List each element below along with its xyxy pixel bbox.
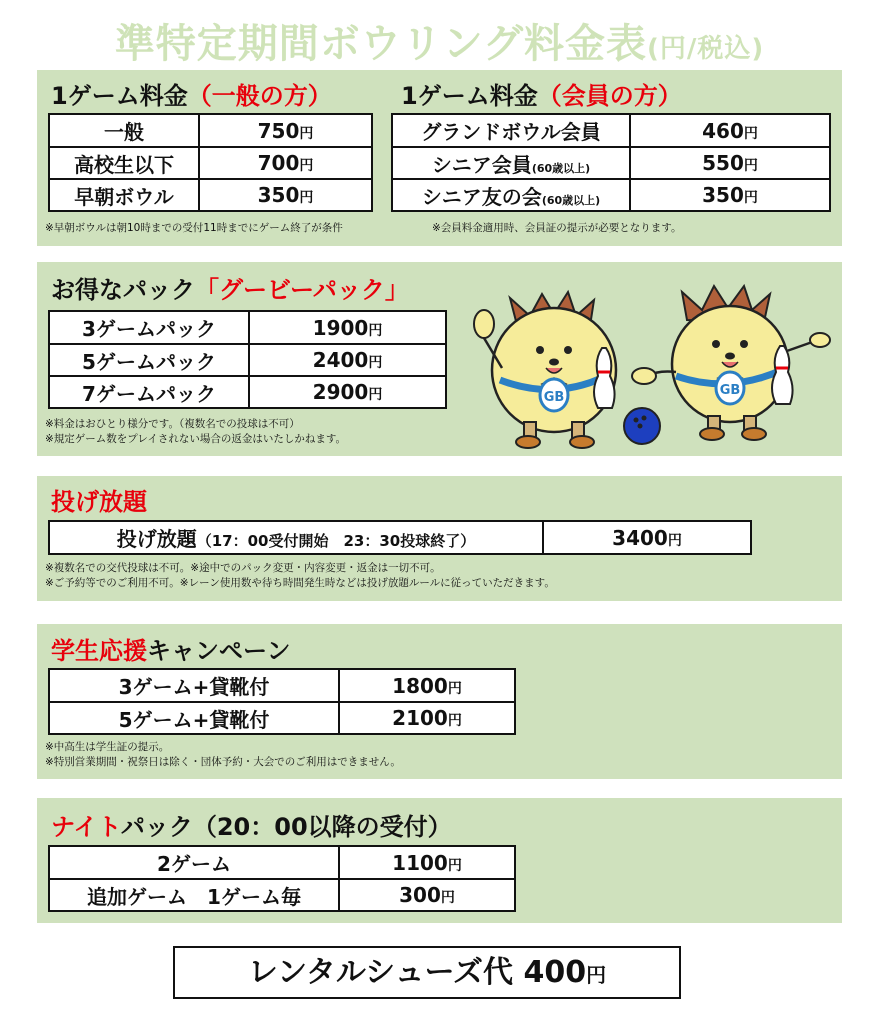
table-row (49, 702, 515, 734)
pack-heading: お得なパック「グービーパック」 (51, 276, 409, 304)
table-row (49, 376, 446, 408)
nagehodai-panel (37, 476, 842, 601)
general-price-table (48, 113, 373, 212)
price-label: 5ゲームパック (49, 344, 249, 376)
price-label: 高校生以下 (49, 147, 199, 179)
pack-note: ※規定ゲーム数をプレイされない場合の返金はいたしかねます。 (45, 433, 347, 445)
table-row (392, 114, 830, 147)
price-label: 投げ放題（17：00受付開始 23：30投球終了） (49, 521, 543, 554)
mascot-pointing-icon (632, 286, 830, 440)
member-heading: 1ゲーム料金（会員の方） (401, 82, 682, 110)
night-price-table (48, 845, 516, 912)
price-label: 追加ゲーム 1ゲーム毎 (49, 879, 339, 911)
nagehodai-price-table (48, 520, 752, 555)
student-price-table (48, 668, 516, 735)
page-title (0, 12, 879, 69)
general-heading: 1ゲーム料金（一般の方） (51, 82, 332, 110)
price-value: 300円 (339, 879, 515, 911)
price-label: グランドボウル会員 (392, 114, 630, 147)
student-panel (37, 624, 842, 779)
pack-price-table (48, 310, 447, 409)
price-label: シニア会員(60歳以上) (392, 147, 630, 179)
table-row (49, 179, 372, 211)
price-value: 2400円 (249, 344, 446, 376)
mascot-badge-text: GB (719, 383, 741, 398)
price-label: 一般 (49, 114, 199, 147)
table-row (49, 114, 372, 147)
price-label: 早朝ボウル (49, 179, 199, 211)
price-value: 1100円 (339, 846, 515, 879)
price-value: 2900円 (249, 376, 446, 408)
table-row (49, 846, 515, 879)
nagehodai-note: ※複数名での交代投球は不可。※途中でのパック変更・内容変更・返金は一切不可。 (45, 562, 441, 574)
price-value: 700円 (199, 147, 372, 179)
price-value: 350円 (199, 179, 372, 211)
price-value: 350円 (630, 179, 830, 211)
price-label: 3ゲーム+貸靴付 (49, 669, 339, 702)
member-price-table (391, 113, 831, 212)
student-note: ※中高生は学生証の提示。 (45, 741, 170, 753)
price-label: シニア友の会(60歳以上) (392, 179, 630, 211)
page-title-sub: (円/税込) (646, 34, 765, 64)
price-value: 3400円 (543, 521, 751, 554)
price-value: 750円 (199, 114, 372, 147)
price-value: 1800円 (339, 669, 515, 702)
table-row (49, 521, 751, 554)
nagehodai-heading: 投げ放題 (51, 488, 147, 516)
price-value: 460円 (630, 114, 830, 147)
table-row (49, 669, 515, 702)
table-row (392, 147, 830, 179)
price-label: 5ゲーム+貸靴付 (49, 702, 339, 734)
single-game-panel (37, 70, 842, 246)
table-row (49, 879, 515, 911)
pack-note: ※料金はおひとり様分です。（複数名での投球は不可） (45, 418, 300, 430)
night-heading: ナイトパック（20：00以降の受付） (51, 813, 452, 841)
student-note: ※特別営業期間・祝祭日は除く・団体予約・大会でのご利用はできません。 (45, 756, 401, 768)
night-panel (37, 798, 842, 923)
mascot-thumbs-up-icon (474, 292, 616, 448)
mascot-badge-text: GB (543, 390, 565, 405)
table-row (49, 344, 446, 376)
mascot-illustration (462, 280, 832, 450)
student-heading: 学生応援キャンペーン (51, 637, 291, 665)
price-label: 2ゲーム (49, 846, 339, 879)
bowling-ball-icon (624, 408, 660, 444)
table-row (392, 179, 830, 211)
price-value: 1900円 (249, 311, 446, 344)
general-note: ※早朝ボウルは朝10時までの受付11時までにゲーム終了が条件 (45, 222, 343, 234)
nagehodai-note: ※ご予約等でのご利用不可。※レーン使用数や待ち時間発生時などは投げ放題ルールに従っていただきます。 (45, 577, 555, 589)
member-note: ※会員料金適用時、会員証の提示が必要となります。 (432, 222, 682, 234)
table-row (49, 147, 372, 179)
price-value: 2100円 (339, 702, 515, 734)
rental-shoes-price: レンタルシューズ代 400円 (173, 946, 681, 999)
page-title-main: 準特定期間ボウリング料金表 (114, 21, 647, 67)
price-label: 3ゲームパック (49, 311, 249, 344)
price-label: 7ゲームパック (49, 376, 249, 408)
table-row (49, 311, 446, 344)
price-value: 550円 (630, 147, 830, 179)
